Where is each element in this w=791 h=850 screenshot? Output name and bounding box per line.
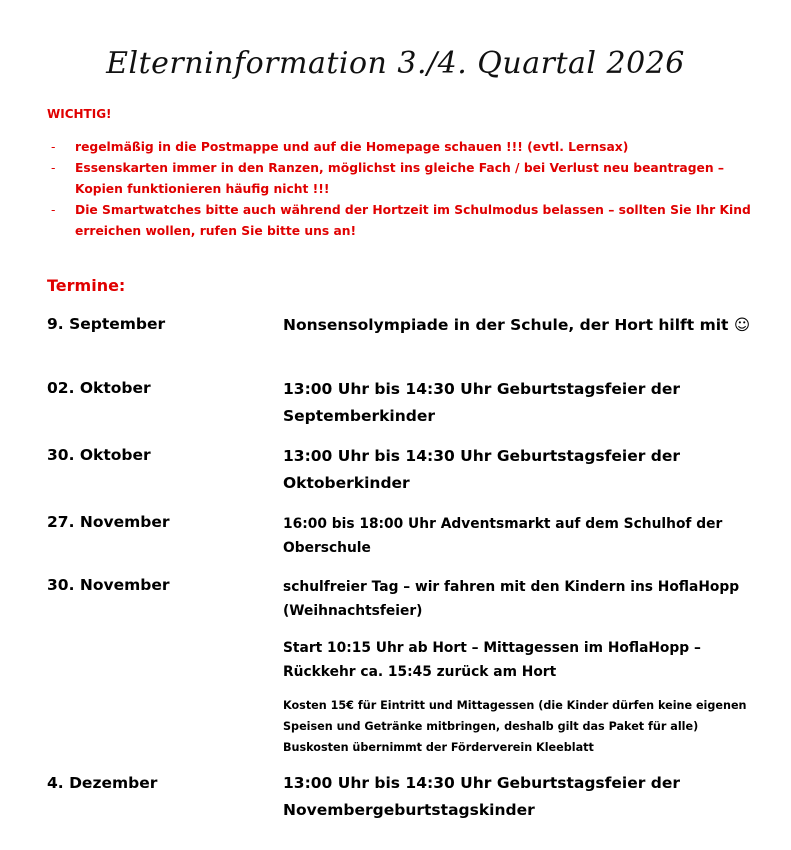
important-note [47, 200, 757, 242]
termine-heading: Termine: [47, 276, 126, 295]
event-description: schulfreier Tag – wir fahren mit den Kindern ins HoflaHopp (Weihnachtsfeier) [283, 579, 740, 619]
important-note-text: Essenskarten immer in den Ranzen, möglichst ins gleiche Fach / bei Verlust neu beantragen – Kopien funktionieren häufig nicht !!! [75, 161, 725, 196]
event-description: Kosten 15€ für Eintritt und Mittagessen (die Kinder dürfen keine eigenen Speisen und Getränke mitbringen, deshalb gilt das Paket für alle) Buskosten übernimmt der Förderverein Kleeblatt [283, 699, 747, 754]
bullet-dash: - [51, 203, 56, 217]
important-note-text: regelmäßig in die Postmappe und auf die Homepage schauen !!! (evtl. Lernsax) [75, 140, 629, 154]
event-description: Start 10:15 Uhr ab Hort – Mittagessen im HoflaHopp – Rückkehr ca. 15:45 zurück am Hort [283, 640, 701, 680]
event-date: 30. November [47, 576, 170, 594]
event-date: 30. Oktober [47, 446, 151, 464]
event-date: 9. September [47, 315, 166, 333]
important-note-text: Die Smartwatches bitte auch während der Hortzeit im Schulmodus belassen – sollten Sie Ihr Kind erreichen wollen, rufen Sie bitte uns an! [75, 203, 751, 238]
bullet-dash: - [51, 140, 56, 154]
event-description: Nonsensolympiade in der Schule, der Hort hilft mit ☺ [283, 316, 751, 334]
page-title: Elterninformation 3./4. Quartal 2026 [106, 46, 685, 81]
important-note [47, 158, 757, 200]
important-heading: WICHTIG! [47, 107, 112, 121]
event-description: 13:00 Uhr bis 14:30 Uhr Geburtstagsfeier der Oktoberkinder [283, 447, 681, 492]
event-description: 16:00 bis 18:00 Uhr Adventsmarkt auf dem Schulhof der Oberschule [283, 516, 723, 556]
event-date: 27. November [47, 513, 170, 531]
event-description: 13:00 Uhr bis 14:30 Uhr Geburtstagsfeier der Septemberkinder [283, 380, 681, 425]
important-note [47, 137, 757, 158]
event-date: 4. Dezember [47, 774, 158, 792]
important-notes-list [47, 137, 757, 242]
event-description: 13:00 Uhr bis 14:30 Uhr Geburtstagsfeier der Novembergeburtstagskinder [283, 774, 691, 819]
event-date: 02. Oktober [47, 379, 151, 397]
bullet-dash: - [51, 161, 56, 175]
